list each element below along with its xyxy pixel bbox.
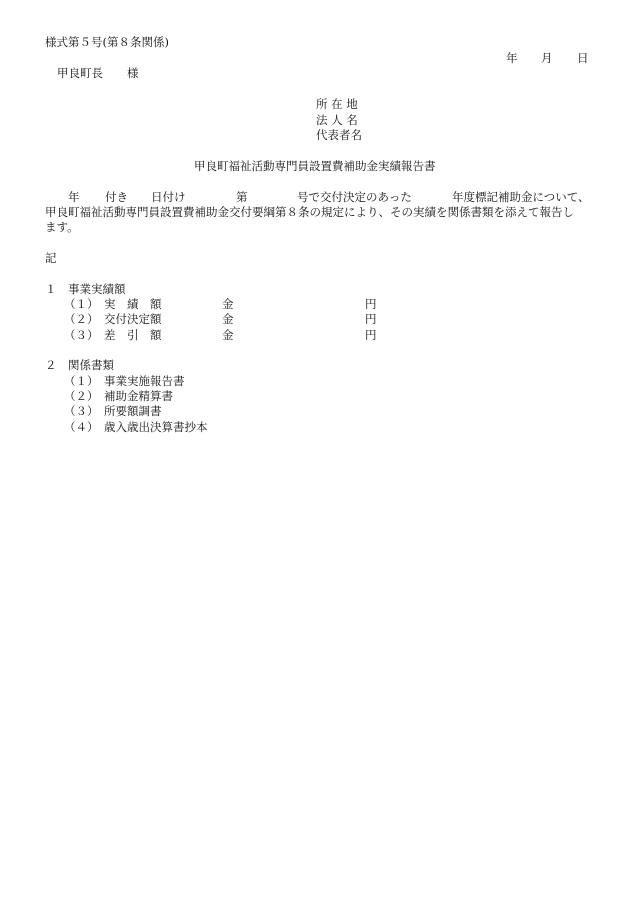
section1-item1-unit: 円 (365, 297, 377, 311)
section2-item2-num: （２） (64, 389, 99, 403)
body-number-suffix: 号で交付決定のあった (297, 190, 412, 204)
addressee-name: 甲良町長 (57, 66, 103, 80)
section2-item1-num: （１） (64, 374, 99, 388)
ki-heading: 記 (45, 251, 57, 265)
date-year: 年 (506, 51, 518, 65)
section1-item3-unit: 円 (365, 328, 377, 342)
section1-item1-num: （１） (64, 297, 99, 311)
body-number-prefix: 第 (236, 190, 248, 204)
document-title: 甲良町福祉活動専門員設置費補助金実績報告書 (194, 159, 436, 173)
section1-item2-currency: 金 (222, 312, 234, 326)
section1-num: １ (45, 282, 57, 296)
section2-item4-num: （４） (64, 420, 99, 434)
section2-item3-num: （３） (64, 404, 99, 418)
date-day: 日 (577, 51, 589, 65)
section1-item2-unit: 円 (365, 312, 377, 326)
date-month: 月 (541, 51, 553, 65)
body-line3: ます。 (45, 220, 79, 234)
body-month: 付き (105, 190, 128, 204)
section2-title: 関係書類 (68, 358, 114, 372)
section2-item2-label: 補助金精算書 (104, 389, 173, 403)
section1-item1-label: 実 績 額 (104, 297, 162, 311)
section1-item3-num: （３） (64, 328, 99, 342)
corp-name-label: 法 人 名 (316, 113, 358, 127)
section1-item2-label: 交付決定額 (104, 312, 162, 326)
section2-num: ２ (45, 358, 57, 372)
section2-item1-label: 事業実施報告書 (104, 374, 185, 388)
body-line2: 甲良町福祉活動専門員設置費補助金交付要綱第８条の規定により、その実績を関係書類を添えて報告し (45, 205, 574, 219)
body-day: 日付け (151, 190, 186, 204)
body-year: 年 (68, 190, 80, 204)
addressee-honorific: 様 (127, 66, 139, 80)
section1-item3-currency: 金 (222, 328, 234, 342)
form-id: 様式第５号(第８条関係) (45, 35, 169, 49)
representative-label: 代表者名 (316, 128, 362, 142)
section1-item3-label: 差 引 額 (104, 328, 162, 342)
section1-item2-num: （２） (64, 312, 99, 326)
body-fiscal-year: 年度標記補助金について、 (452, 190, 590, 204)
section2-item4-label: 歳入歳出決算書抄本 (104, 420, 208, 434)
section1-item1-currency: 金 (222, 297, 234, 311)
address-label: 所 在 地 (316, 97, 358, 111)
section1-title: 事業実績額 (68, 282, 126, 296)
section2-item3-label: 所要額調書 (104, 404, 162, 418)
